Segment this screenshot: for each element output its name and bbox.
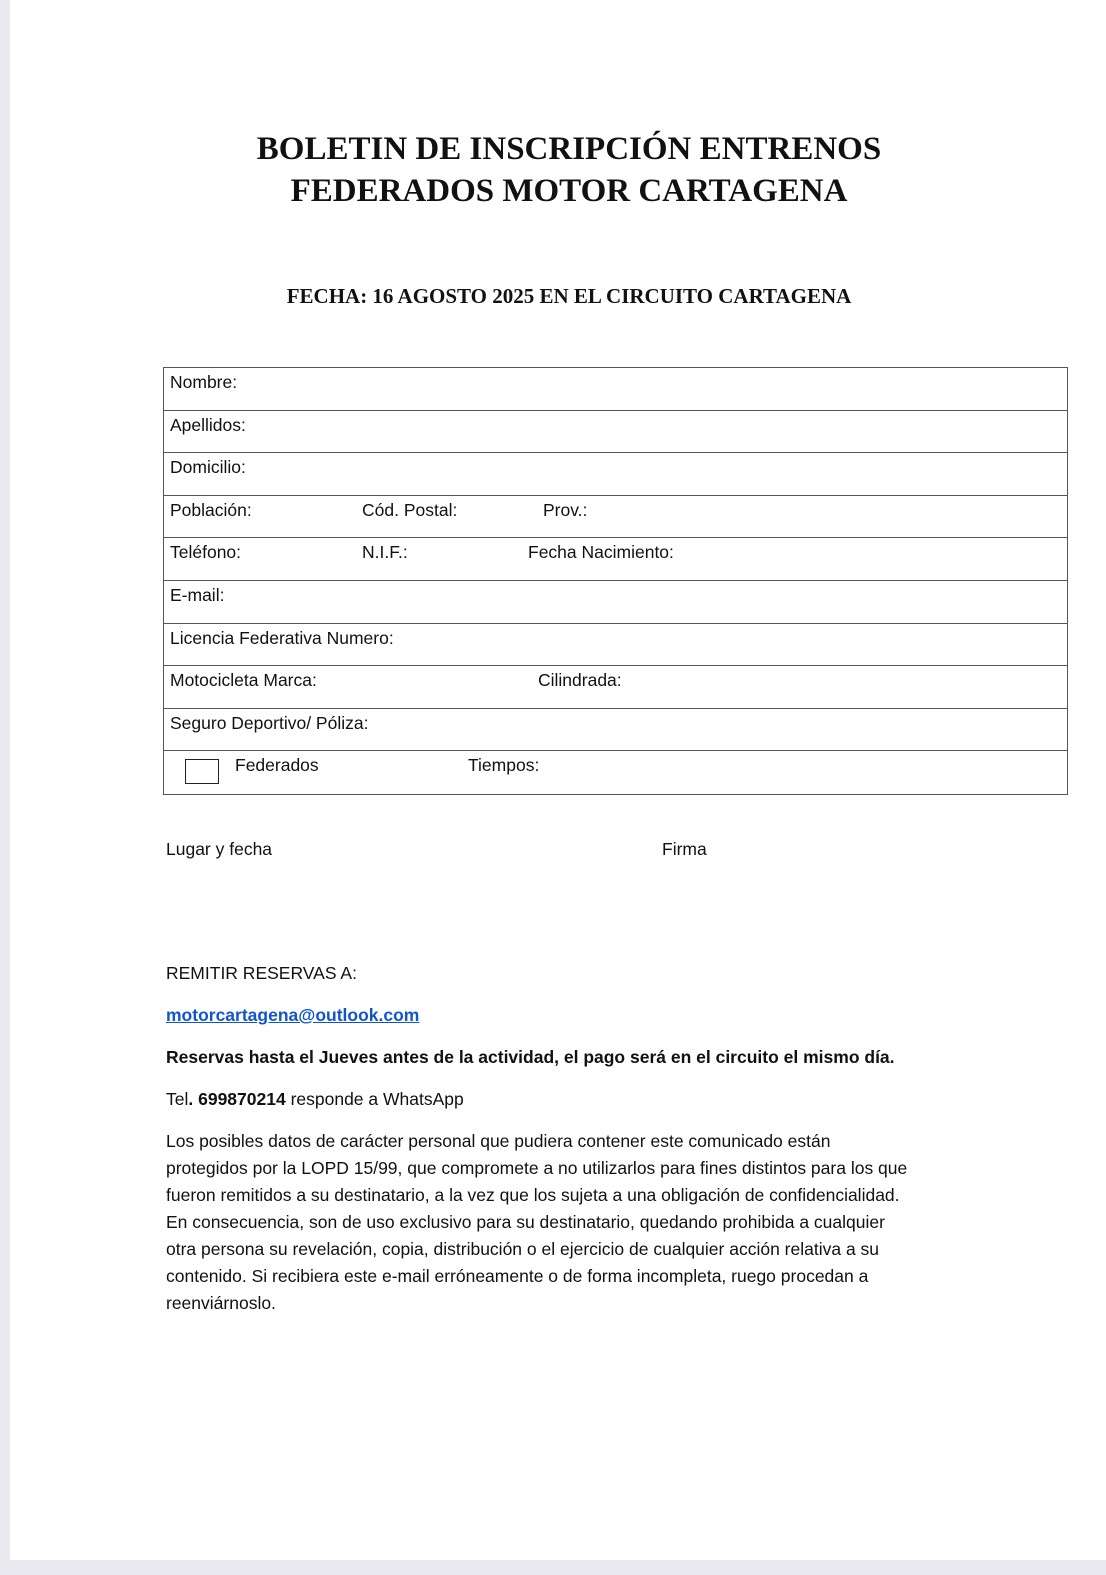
title-line-1: BOLETIN DE INSCRIPCIÓN ENTRENOS: [256, 131, 882, 167]
nombre-label: Nombre:: [170, 372, 238, 392]
federados-checkbox[interactable]: [185, 759, 219, 784]
seguro-label: Seguro Deportivo/ Póliza:: [170, 712, 369, 733]
tel-number: . 699870214: [188, 1089, 286, 1109]
federados-label: Federados: [235, 755, 319, 776]
form-row-nombre[interactable]: [164, 368, 1067, 411]
disclaimer-line: Los posibles datos de carácter personal que pudiera contener este comunicado están: [166, 1131, 831, 1151]
telephone-line: [166, 1089, 464, 1110]
event-date: FECHA: 16 AGOSTO 2025 EN EL CIRCUITO CARTAGENA: [286, 284, 852, 308]
disclaimer-line: protegidos por la LOPD 15/99, que compromete a no utilizarlos para fines distintos para los que: [166, 1158, 908, 1178]
nif-label: N.I.F.:: [362, 542, 408, 563]
cilindrada-label: Cilindrada:: [538, 670, 622, 691]
email-label: E-mail:: [170, 584, 225, 605]
fecha-nacimiento-label: Fecha Nacimiento:: [528, 542, 674, 563]
title-line-2: FEDERADOS MOTOR CARTAGENA: [290, 173, 848, 209]
document-title: [10, 128, 1106, 212]
privacy-disclaimer: [166, 1128, 966, 1317]
form-row-federados: [164, 751, 1067, 794]
reservas-note: Reservas hasta el Jueves antes de la actividad, el pago será en el circuito el mismo día.: [166, 1047, 895, 1067]
form-row-motocicleta[interactable]: [164, 666, 1067, 709]
disclaimer-line: otra persona su revelación, copia, distribución o el ejercicio de cualquier acción relativa a su: [166, 1239, 880, 1259]
form-row-email[interactable]: [164, 581, 1067, 624]
tel-prefix: Tel: [166, 1089, 189, 1109]
disclaimer-line: reenviárnoslo.: [166, 1293, 276, 1313]
contact-email-link[interactable]: motorcartagena@outlook.com: [166, 1005, 420, 1025]
moto-marca-label: Motocicleta Marca:: [170, 670, 317, 691]
poblacion-label: Población:: [170, 499, 252, 520]
registration-form-table: [163, 367, 1068, 795]
domicilio-label: Domicilio:: [170, 457, 246, 478]
document-page: [10, 0, 1106, 1560]
form-row-licencia[interactable]: [164, 624, 1067, 667]
firma-label: Firma: [662, 839, 707, 859]
form-row-apellidos[interactable]: [164, 411, 1067, 454]
tel-suffix: responde a WhatsApp: [285, 1089, 464, 1109]
telefono-label: Teléfono:: [170, 542, 242, 563]
lugar-fecha-label: Lugar y fecha: [166, 839, 273, 859]
form-row-seguro[interactable]: [164, 709, 1067, 752]
form-row-telefono[interactable]: [164, 538, 1067, 581]
licencia-label: Licencia Federativa Numero:: [170, 627, 394, 648]
tiempos-label: Tiempos:: [468, 755, 540, 776]
form-row-poblacion[interactable]: [164, 496, 1067, 539]
apellidos-label: Apellidos:: [170, 414, 246, 435]
cod-postal-label: Cód. Postal:: [362, 499, 458, 520]
form-row-domicilio[interactable]: [164, 453, 1067, 496]
disclaimer-line: En consecuencia, son de uso exclusivo para su destinatario, quedando prohibida a cualquier: [166, 1212, 885, 1232]
disclaimer-line: fueron remitidos a su destinatario, a la vez que los sujeta a una obligación de confidencialidad.: [166, 1185, 900, 1205]
disclaimer-line: contenido. Si recibiera este e-mail erróneamente o de forma incompleta, ruego procedan a: [166, 1266, 869, 1286]
remitir-label: REMITIR RESERVAS A:: [166, 963, 357, 983]
prov-label: Prov.:: [543, 499, 588, 520]
